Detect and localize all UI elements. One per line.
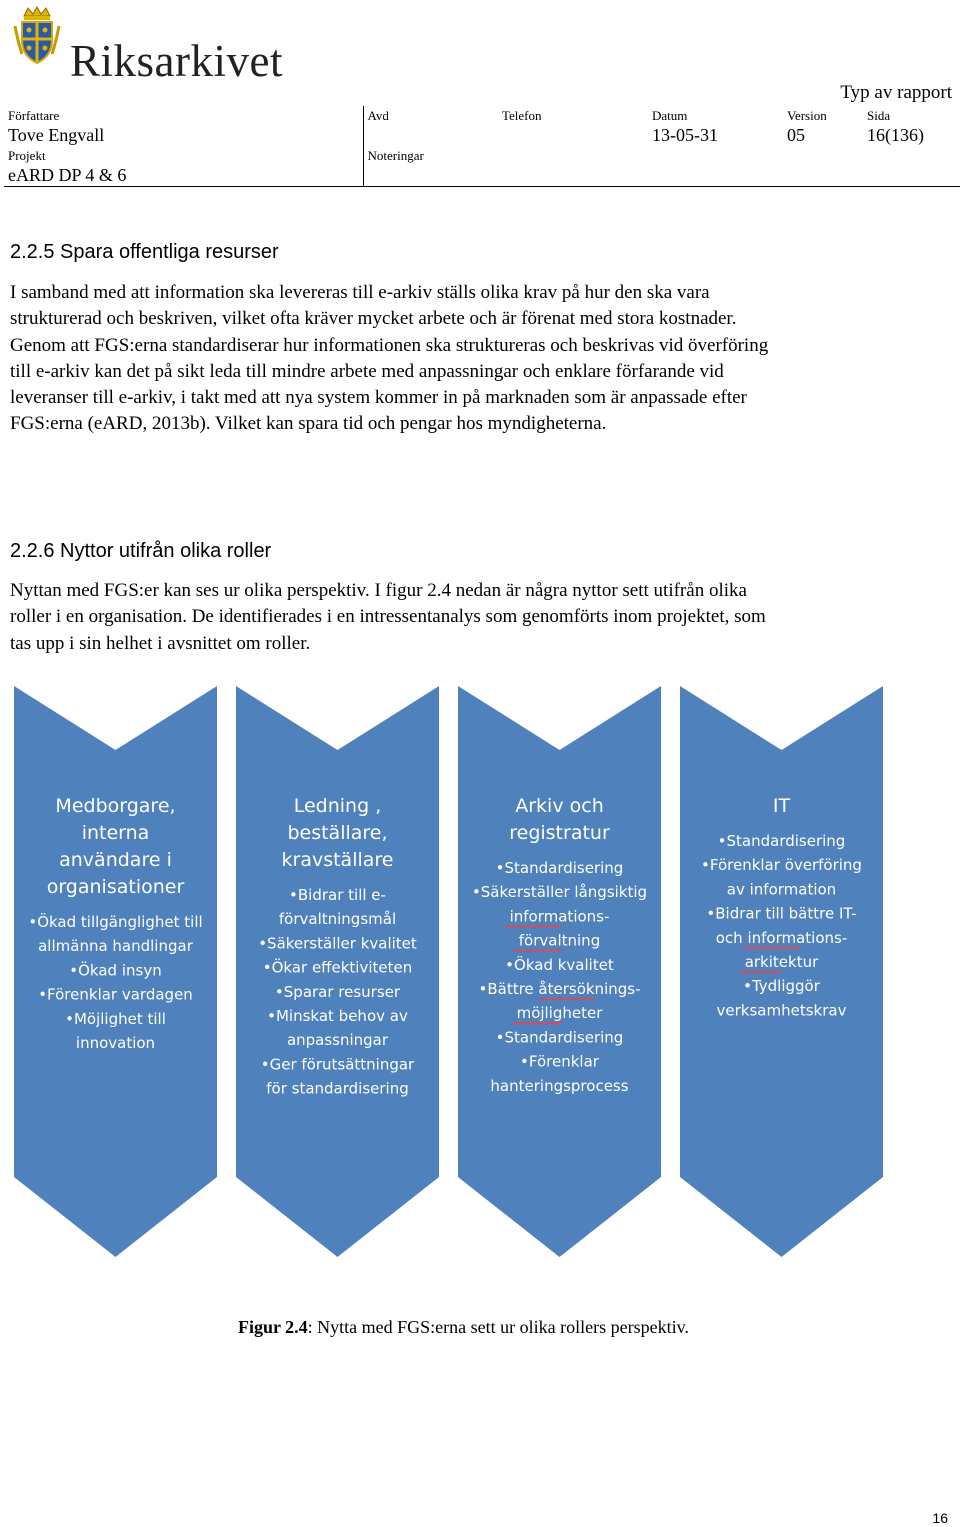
section-heading-2-2-5: 2.2.5 Spara offentliga resurser bbox=[10, 241, 279, 263]
phone-label: Telefon bbox=[502, 108, 542, 123]
org-logo-text: Riksarkivet bbox=[70, 36, 283, 86]
author-label: Författare bbox=[8, 108, 60, 123]
role-title-line: Arkiv och bbox=[515, 795, 604, 817]
benefit-item-line: •Säkerställer långsiktig bbox=[471, 883, 648, 902]
benefit-item-line: möjligheter bbox=[516, 1004, 603, 1023]
role-title-line: registratur bbox=[509, 822, 610, 844]
body-line: tas upp i sin helhet i avsnittet om roller. bbox=[10, 632, 311, 654]
project-label: Projekt bbox=[8, 148, 46, 163]
version-value: 05 bbox=[787, 125, 805, 145]
benefit-item-line: •Möjlighet till bbox=[65, 1009, 166, 1028]
benefit-item-line: innovation bbox=[75, 1034, 156, 1052]
section-2-2-6-body bbox=[10, 578, 945, 657]
benefit-item-line: •Förenklar överföring bbox=[701, 856, 862, 875]
body-line: Nyttan med FGS:er kan ses ur olika perspektiv. I figur 2.4 nedan är några nyttor sett utifrån olika bbox=[10, 580, 747, 601]
chevron-shape bbox=[680, 686, 883, 1257]
body-line: roller i en organisation. De identifierades i en intressentanalys som genomförts inom projektet, som bbox=[10, 606, 766, 628]
role-title-line: organisationer bbox=[46, 876, 185, 898]
page-number: 16 bbox=[932, 1510, 948, 1526]
benefit-item-line: •Ökad tillgänglighet till bbox=[28, 913, 203, 931]
benefit-item-line: •Ökad kvalitet bbox=[505, 955, 614, 974]
benefit-item-line: arkitektur bbox=[744, 953, 819, 971]
date-value: 13-05-31 bbox=[652, 125, 718, 145]
benefit-item-line: •Ger förutsättningar bbox=[260, 1055, 415, 1074]
benefit-item-line: •Minskat behov av bbox=[267, 1007, 408, 1025]
benefit-item-line: •Förenklar vardagen bbox=[38, 985, 193, 1004]
benefit-item-line: verksamhetskrav bbox=[716, 1001, 847, 1020]
version-label: Version bbox=[787, 108, 827, 123]
body-line: leveranser till e-arkiv, i takt med att nya system kommer in på marknaden som är anpassade efter bbox=[10, 387, 747, 409]
body-line: I samband med att information ska levereras till e-arkiv ställs olika krav på hur den ska vara bbox=[10, 282, 710, 303]
body-line: Genom att FGS:erna standardiserar hur informationen ska struktureras och beskrivas vid överföring bbox=[10, 334, 769, 356]
role-title-line: beställare, bbox=[287, 822, 388, 844]
benefit-item-line: informations- bbox=[509, 907, 610, 926]
section-heading-2-2-6: 2.2.6 Nyttor utifrån olika roller bbox=[10, 540, 272, 562]
date-label: Datum bbox=[652, 108, 688, 123]
benefit-item-line: •Bidrar till e- bbox=[289, 886, 386, 904]
body-line: strukturerad och beskriven, vilket ofta kräver mycket arbete och är förenat med stora kostnader. bbox=[10, 308, 737, 330]
figure-caption-label: Figur 2.4 bbox=[238, 1317, 308, 1337]
benefit-item-line: allmänna handlingar bbox=[38, 937, 193, 956]
role-title-line: interna bbox=[81, 822, 150, 844]
role-title-line: Medborgare, bbox=[55, 795, 176, 817]
benefit-item-line: •Bättre återsöknings- bbox=[478, 980, 641, 998]
benefit-item-line: •Standardisering bbox=[717, 832, 846, 850]
role-title-line: Ledning , bbox=[293, 795, 382, 817]
role-title-line: kravställare bbox=[281, 849, 394, 871]
role-title-line: användare i bbox=[59, 849, 172, 871]
body-line: till e-arkiv kan det på sikt leda till mindre arbete med anpassningar och enklare förfarande vid bbox=[10, 360, 724, 382]
notes-label: Noteringar bbox=[367, 148, 424, 163]
role-column-3 bbox=[458, 686, 661, 1257]
benefit-item-line: för standardisering bbox=[266, 1079, 409, 1098]
page-value: 16(136) bbox=[867, 125, 924, 145]
benefit-item-line: •Standardisering bbox=[495, 1028, 624, 1047]
benefit-item-line: •Säkerställer kvalitet bbox=[258, 934, 417, 953]
benefit-item-line: hanteringsprocess bbox=[490, 1076, 629, 1095]
benefit-item-line: förvaltning bbox=[518, 931, 601, 950]
project-value: eARD DP 4 & 6 bbox=[8, 165, 127, 185]
benefit-item-line: •Ökar effektiviteten bbox=[262, 958, 413, 977]
coat-of-arms-icon bbox=[12, 6, 62, 66]
author-value: Tove Engvall bbox=[8, 125, 105, 145]
benefit-item-line: •Ökad insyn bbox=[69, 961, 162, 980]
benefit-item-line: anpassningar bbox=[286, 1031, 389, 1050]
benefit-item-line: •Tydliggör bbox=[743, 977, 820, 996]
report-type: Typ av rapport bbox=[840, 82, 952, 103]
benefit-item-line: och informations- bbox=[715, 928, 848, 947]
section-2-2-5-body bbox=[10, 280, 945, 438]
benefit-item-line: •Förenklar bbox=[520, 1052, 599, 1071]
page-label: Sida bbox=[867, 108, 891, 123]
role-column-1 bbox=[14, 686, 217, 1257]
benefit-item-line: •Sparar resurser bbox=[274, 982, 401, 1001]
roles-benefits-diagram bbox=[14, 686, 954, 1258]
role-column-2 bbox=[236, 686, 439, 1257]
figure-caption-text: : Nytta med FGS:erna sett ur olika rollers perspektiv. bbox=[307, 1317, 689, 1337]
benefit-item-line: •Standardisering bbox=[495, 859, 624, 877]
benefit-item-line: •Bidrar till bättre IT- bbox=[706, 904, 857, 923]
document-meta-table bbox=[4, 106, 960, 187]
body-line: FGS:erna (eARD, 2013b). Vilket kan spara tid och pengar hos myndigheterna. bbox=[10, 413, 607, 435]
benefit-item-line: av information bbox=[726, 880, 837, 899]
role-title-line: IT bbox=[772, 795, 791, 817]
dept-label: Avd bbox=[367, 108, 389, 123]
role-column-4 bbox=[680, 686, 883, 1257]
benefit-item-line: förvaltningsmål bbox=[278, 910, 397, 929]
figure-caption bbox=[238, 1317, 689, 1338]
